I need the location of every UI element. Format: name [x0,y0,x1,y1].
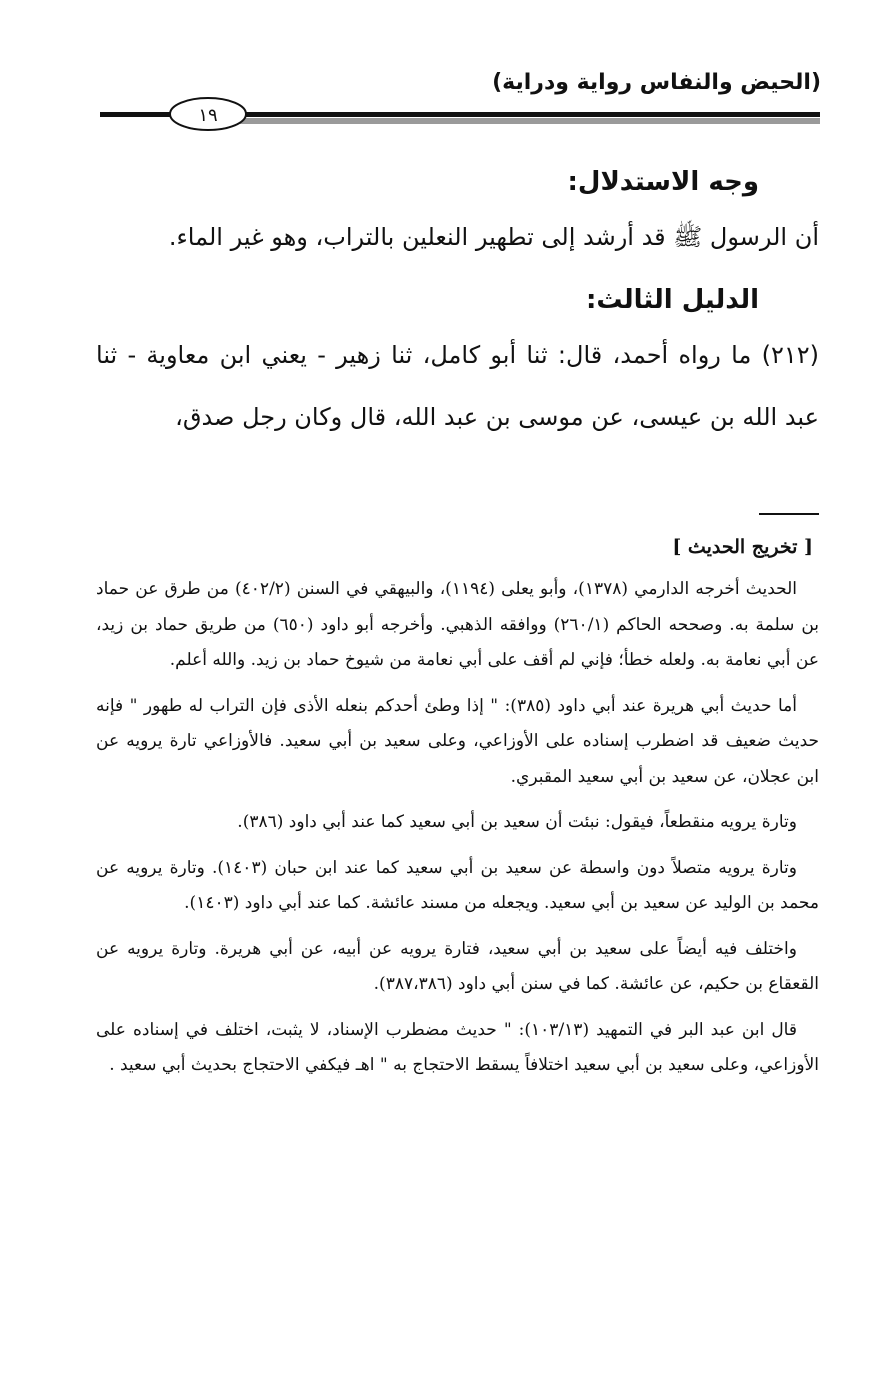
footnote-paragraph: قال ابن عبد البر في التمهيد (١٠٣/١٣): " حديث مضطرب الإسناد، لا يثبت، اختلف في إسناده على الأوزاعي، وعلى سعيد بن أبي سعيد اختلافاً يسقط الاحتجاج به " اهـ فيكفي الاحتجاج بحديث أبي سعيد . [96,1019,819,1075]
hadith-paragraph: (٢١٢) ما رواه أحمد، قال: ثنا أبو كامل، ثنا زهير - يعني ابن معاوية - ثنا عبد الله بن عيسى، عن موسى بن عبد الله، قال وكان رجل صدق، [96,341,819,431]
inference-paragraph: أن الرسول ﷺ قد أرشد إلى تطهير النعلين بالتراب، وهو غير الماء. [168,223,819,251]
main-text-block [96,158,819,448]
section-heading-inference: وجه الاستدلال: [567,167,759,197]
footnotes-heading: [ تخريج الحديث ] [672,536,813,558]
footnote-paragraph: واختلف فيه أيضاً على سعيد بن أبي سعيد، فتارة يرويه عن أبيه، عن أبي هريرة. وتارة يرويه عن القعقاع بن حكيم، عن عائشة. كما في سنن أبي داود (٣٨٧،٣٨٦). [96,938,819,994]
running-title: (الحيض والنفاس رواية ودراية) [492,70,821,95]
footnote-paragraph: وتارة يرويه متصلاً دون واسطة عن سعيد بن أبي سعيد كما عند ابن حبان (١٤٠٣). وتارة يرويه عن محمد بن الوليد عن سعيد بن أبي سعيد. ويجعله من مسند عائشة. كما عند أبي داود (١٤٠٣). [96,857,819,913]
footnote-paragraph: وتارة يرويه منقطعاً، فيقول: نبئت أن سعيد بن أبي سعيد كما عند أبي داود (٣٨٦). [237,812,797,832]
footnote-paragraph: أما حديث أبي هريرة عند أبي داود (٣٨٥): " إذا وطئ أحدكم بنعله الأذى فإن التراب له طهور " فإنه حديث ضعيف قد اضطرب إسناده على الأوزاعي، وعلى سعيد بن أبي سعيد. فالأوزاعي تارة يرويه عن ابن عجلان، عن سعيد بن أبي سعيد المقبري. [96,695,819,787]
page-number: ١٩ [198,105,218,126]
footnote-paragraph: الحديث أخرجه الدارمي (١٣٧٨)، وأبو يعلى (١١٩٤)، والبيهقي في السنن (٤٠٢/٢) من طرق عن حماد بن سلمة به. وصححه الحاكم (٢٦٠/١) ووافقه الذهبي. وأخرجه أبو داود (٦٥٠) من طريق حماد بن زيد، عن أبي نعامة به. ولعله خطأ؛ فإني لم أقف على أبي نعامة من شيوخ حماد بن زيد. والله أعلم. [96,579,819,670]
section-heading-third-proof: الدليل الثالث: [585,285,759,315]
footnotes-block [96,530,819,1094]
footnote-separator [759,513,819,515]
header-rule [100,94,820,134]
